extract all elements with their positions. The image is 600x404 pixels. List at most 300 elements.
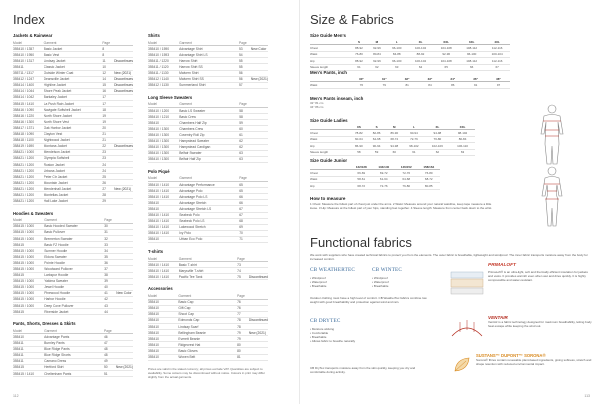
table-row [148,354,268,360]
index-section [148,169,268,243]
model-cell: 358416 / 1300 [13,119,44,125]
model-cell: 358421 / 1200 [13,174,44,180]
list-item: • Waterproof [310,280,327,284]
size-header-cell: 158/164 [418,164,441,170]
page-cell: 8 [102,52,114,58]
garment-cell: Basic Pullover [44,229,104,235]
status-cell [116,309,133,315]
primaloft-logo: PRIMALOFT [488,263,516,268]
size-value-cell: 62 [368,64,386,70]
size-header-cell: M [385,124,403,130]
sustans-leaf-icon [452,356,472,374]
index-column-header: Model [148,40,179,46]
model-cell: 355410 [148,200,179,206]
garment-cell: Hall Lake Jacket [44,198,103,204]
garment-cell: Blue Ridge Shorts [44,352,104,358]
garment-cell: Hertford Skirt [44,364,104,370]
table-row [13,309,133,315]
garment-cell: Everett Beanie [178,336,237,342]
page-cell: 62 [239,144,251,150]
size-value-cell: 60-64 [350,136,368,142]
model-cell: 355411 [13,352,44,358]
page-cell: 33 [104,242,116,248]
model-cell: 355410 [148,348,178,354]
size-value-cell: 88-92 [350,58,368,64]
model-cell: 355412 / 1140 [148,76,179,82]
model-cell: 358416 / 1090 [13,107,44,113]
list-item: • Moisture wicking [310,327,335,331]
size-value-cell: 92-96 [368,58,386,64]
garment-cell: Pacific Tee Tank [179,274,237,280]
index-section [148,249,268,280]
page-cell: 51 [104,370,116,376]
size-value-cell: 106-110 [450,143,475,149]
size-header-cell: XL [408,39,434,45]
page-cell: 56 [239,70,251,76]
size-value-cell: 66-69 [350,170,373,176]
garment-cell: Burnley Pants [44,340,104,346]
model-cell: 358416 / 1220 [13,113,44,119]
size-value-cell: 108-112 [459,45,484,51]
cb-weathertec-list [310,276,362,288]
page-cell: 32 [104,236,116,242]
page-cell: 53 [239,46,251,52]
garment-cell: Bremerton Sweater [44,236,104,242]
page-cell: 68 [239,218,251,224]
index-section [148,33,268,89]
garment-cell: Advantage Shirt [179,46,239,52]
model-cell: 355414 / 1042 [13,94,44,100]
garment-cell: Highline Jacket [44,82,103,88]
page-cell: 40 [104,284,116,290]
page-cell: 36 [104,260,116,266]
model-cell: 355410 [13,334,44,340]
status-cell: Discontinues [114,77,133,82]
garment-cell: Basic Jacket [44,46,103,52]
garment-cell: Eldora Sweater [44,254,104,260]
model-cell: 355411 [13,340,44,346]
garment-cell: Advantage Stretch [179,200,239,206]
size-guide-ladies-title: Size Guide Ladies [310,118,348,123]
garment-cell: Blue Ridge Pants [44,346,104,352]
page-cell: 39 [104,278,116,284]
size-header-cell: 3XL [459,39,484,45]
garment-cell: Basic Hooded Sweater [44,223,104,229]
index-title: Index [13,12,45,27]
model-cell: 355410 / 1300 [148,144,179,150]
list-item: • Waterproof [372,280,389,284]
model-cell: 355410 / 1200 [148,108,179,114]
size-row-label: Sleeve length [310,64,350,70]
size-header-cell: 31" [373,76,396,82]
model-cell: 355410 / 1590 [148,46,179,52]
size-guide-mens-title: Size Guide Men's [310,33,346,38]
index-column-header: Garment [178,293,237,299]
garment-cell: Summerland Shirt [179,82,239,88]
size-row-label: Sleeve length [310,149,350,155]
size-row-label: Waist [310,82,350,88]
size-value-cell: 94-98 [425,130,450,136]
index-section-title: T-shirts [148,249,164,254]
page-cell: 24 [102,168,114,174]
garment-cell: Classic Jacket [44,64,103,70]
index-column-header: Page [237,256,249,262]
garment-cell: Harbor Hoodie [44,296,104,302]
sustans-logo: SUSTANS™ DUPONT™ SORONA® [476,353,546,358]
garment-cell: Basic LS Sweater [179,108,239,114]
sizes-title: Size & Fabrics [310,12,394,27]
mens-pants-title: Men's Pants, inch [310,70,347,75]
garment-cell: Advantage Performance [179,182,239,188]
cb-drytec-logo: CB DRYTEC [310,318,341,324]
model-cell: 358421 / 1200 [13,186,44,192]
model-cell: 355410 / 1410 [148,230,179,236]
index-section [148,286,268,360]
table-row [148,156,268,162]
index-table [13,218,133,316]
page-cell: 58 [239,108,251,114]
size-value-cell: 112-116 [484,58,510,64]
model-cell: 355415 / 1000 [13,284,44,290]
garment-cell: Woodward Pullover [44,266,104,272]
page-cell: 63 [239,150,251,156]
page-cell: 8 [102,46,114,52]
index-section-title: Long Sleeve Sweaters [148,94,193,100]
page-cell: 29 [102,198,114,204]
size-value-cell: 61 [403,149,425,155]
garment-cell: Mendelson Jacket [44,149,103,155]
size-value-cell: 108-112 [459,58,484,64]
garment-cell: Chambers Half Zip [179,120,239,126]
model-cell: 355410 [148,305,178,311]
list-item: • Breathable [310,335,327,339]
size-value-cell: 84-88 [386,51,408,57]
page-cell: 17 [102,101,114,107]
garment-cell: Deep Cove Pullover [44,303,104,309]
status-cell: New (2021) [250,77,268,82]
status-cell: Discontinues [114,144,133,149]
model-cell: 358421 / 1200 [13,192,44,198]
garment-cell: Belfair Sweater [179,150,239,156]
index-section-title: Polo Piqué [148,168,170,174]
garment-cell: La Push Rain Jacket [44,101,103,107]
size-row-label: Waist [310,51,350,57]
size-value-cell: 82-86 [368,130,386,136]
page-cell: 31 [104,229,116,235]
size-value-cell: 86-90 [385,130,403,136]
size-value-cell: 72-76 [395,170,418,176]
model-cell: 355415 / 1000 [13,296,44,302]
garment-cell: Montellas Jacket [44,192,103,198]
table-row [13,370,133,376]
garment-cell: Pointe Hoodie [44,260,104,266]
model-cell: 355410 / 1317 [13,58,44,64]
page-cell: 62 [239,138,251,144]
status-cell [114,198,133,204]
garment-cell: Belfair Half Zip [179,156,239,162]
status-cell: Discontinues [114,89,133,94]
model-cell: 355410 [148,330,178,336]
size-value-cell: 68-72 [418,176,441,182]
size-value-cell: 96-100 [459,51,484,57]
page-cell: 55 [239,58,251,64]
size-header-cell: XXL [433,39,459,45]
garment-cell: Advantage Stretch LS [179,206,239,212]
garment-cell: Chambers Crew [179,126,239,132]
index-column-header: Garment [179,40,239,46]
list-item: • Breathable [372,284,389,288]
garment-cell: Oak Harbor Jacket [44,125,103,131]
page-cell: 16 [102,88,114,94]
model-cell: 355410 / 1410 [148,274,179,280]
garment-cell: North Shore Vest [44,119,103,125]
garment-cell: Camano Dress [44,358,104,364]
size-header-cell: L [403,124,425,130]
status-cell: New (2021) [114,71,132,76]
page-cell: 47 [104,340,116,346]
page-cell: 12 [102,70,114,76]
page-cell: 58 [239,114,251,120]
page-cell: 10 [102,64,114,70]
page-cell: 74 [237,268,249,274]
page-cell: 41 [104,290,116,296]
how-to-measure-title: How to measure [310,196,346,201]
size-value-cell: 64-68 [395,176,418,182]
garment-cell: Coventry Roll Zip [179,132,239,138]
size-value-cell: 92-96 [368,45,386,51]
size-value-cell: 76-80 [425,136,450,142]
page-cell: 23 [102,149,114,155]
index-table [148,176,268,243]
size-value-cell: 66 [459,64,484,70]
page-cell: 63 [239,156,251,162]
model-cell: 355410 / 1410 [148,188,179,194]
garment-cell: Pinewood Hoodie [44,290,104,296]
garment-cell: Shore Peak Jacket [44,88,103,94]
cb-wintec-logo: CB WINTEC [372,267,403,273]
index-table [148,102,268,163]
page-cell: 25 [102,174,114,180]
status-cell: New Color [250,46,267,51]
size-row-label: Chest [310,45,350,51]
size-value-cell: 58-61 [350,176,373,182]
index-column-header: Model [148,256,179,262]
size-value-cell: 61-64 [373,176,396,182]
size-header-cell: L [386,39,408,45]
page-cell: 80 [237,342,249,348]
size-value-cell: 63 [386,64,408,70]
model-cell: 355415 / 1410 [13,370,44,376]
garment-cell: Woven Belt [178,354,237,360]
status-cell: Discontinues [114,58,133,63]
size-value-cell: 100-104 [484,51,510,57]
size-header-cell: M [368,39,386,45]
model-cell: 355415 / 1000 [13,248,44,254]
index-column-right [148,33,268,379]
garment-cell: Basic Gloves [178,348,237,354]
model-cell: 355410 / 1410 [148,224,179,230]
status-cell [251,82,268,88]
size-value-cell: 80-84 [450,136,475,142]
size-value-cell: 68-72 [350,183,373,189]
page-cell: 54 [239,52,251,58]
model-cell: 355410 / 1410 [148,268,179,274]
index-column-header: Page [104,328,116,334]
size-row-label: Hip [310,143,350,149]
index-column-header: Page [237,293,249,299]
model-cell: 355415 / 1000 [13,236,44,242]
status-cell: Discontinued [248,318,268,323]
model-cell: 355415 [13,364,44,370]
list-item: • Breathable [310,284,327,288]
garment-cell: Seabeck Polo [179,212,239,218]
index-section [13,211,133,316]
garment-cell: Clayton Vest [44,131,103,137]
model-cell: 355414 / 1400 [13,82,44,88]
index-section [148,95,268,163]
model-cell: 355415 / 1000 [13,223,44,229]
page-cell: 18 [102,107,114,113]
size-value-cell: 72-76 [403,136,425,142]
model-cell: 355411 [13,346,44,352]
size-value-cell: 62 [425,149,450,155]
garment-cell: Bellingham Beanie [178,330,237,336]
page-cell: 67 [239,206,251,212]
size-table-junior [310,164,440,190]
page-cell: 78 [237,317,249,323]
model-cell: 355415 / 1000 [13,278,44,284]
garment-cell: Lindsay Scarf [178,324,237,330]
page-cell: 23 [102,155,114,161]
page-cell: 73 [237,262,249,268]
index-column-header: Garment [44,218,104,224]
model-cell: 355415 / 1000 [13,229,44,235]
size-value-cell: 64 [408,64,434,70]
model-cell: 355410 / 1300 [148,138,179,144]
size-value-cell: 63 [450,149,475,155]
status-cell [249,354,268,360]
model-cell: 355410 [148,324,178,330]
size-header-cell: 4XL [484,39,510,45]
garment-cell: Barkaley Jacket [44,94,103,100]
size-value-cell: 96-100 [386,45,408,51]
index-section [13,33,133,205]
size-value-cell: 76-80 [418,170,441,176]
model-cell: 355410 [148,206,179,212]
size-header-cell: 122/128 [350,164,373,170]
model-cell: 355415 [13,309,44,315]
how-to-measure-text: 1 Chest: Measure the fullest part of chest just under the arms. 2 Waist: Measure around your natural waistline, keep tape measure a little loose. 3 Hip: Measure at the fullest part of your hips, standing feet together. 4 Sleeve length: Measure from center back down to the wrist. [310,202,493,211]
status-cell: Discontinued [248,274,268,279]
primaloft-diagram-icon [450,270,484,296]
page-cell: 70 [239,230,251,236]
index-section-title: Accessories [148,286,173,292]
page-cell: 48 [104,352,116,358]
index-table [13,328,133,377]
model-cell: 355411 [13,64,44,70]
model-cell: 358418 / 1100 [13,137,44,143]
sustans-block [476,354,592,366]
size-row-label: Chest [310,130,350,136]
garment-cell: Urbana Jacket [44,168,103,174]
garment-cell: Larkspur Hoodie [44,272,104,278]
model-cell: 355411 [13,358,44,364]
size-header-cell: 38" [487,76,510,82]
size-value-cell: 94-98 [385,143,403,149]
model-cell: 355410 / 1300 [148,126,179,132]
size-value-cell: 92-96 [433,51,459,57]
model-cell: 355411 / 1130 [148,70,179,76]
cb-weathertec-block [310,267,362,288]
size-value-cell: 104-108 [433,45,459,51]
page-cell: 56 [239,76,251,82]
how-to-measure [310,197,500,211]
garment-cell: Yakima Sweater [44,278,104,284]
inseam-sub-2: 34" 86 cm [310,105,324,109]
model-cell: 358421 / 1200 [13,180,44,186]
model-cell: 358421 / 1000 [13,149,44,155]
model-cell: 355410 [148,354,178,360]
model-cell: 355411 / 1120 [148,64,179,70]
size-header-cell: S [368,124,386,130]
status-cell: New (2021) [249,330,268,336]
index-column-header: Garment [44,40,103,46]
page-cell: 66 [239,194,251,200]
table-row [310,183,440,189]
model-cell: 355410 / 1210 [148,114,179,120]
index-column-header: Model [148,293,178,299]
model-cell: 358418 / 1090 [13,131,44,137]
size-row-label: Waist [310,136,350,142]
size-value-cell: 69-72 [373,170,396,176]
model-cell: 355410 [148,317,178,323]
size-value-cell: 100-104 [408,45,434,51]
page-cell: 65 [239,188,251,194]
page-cell: 60 [239,126,251,132]
index-column-header: Page [239,40,251,46]
page-cell: 75 [237,274,249,280]
page-cell: 67 [239,212,251,218]
size-value-cell: 84 [419,82,442,88]
size-value-cell: 90-94 [403,130,425,136]
size-value-cell: 96-100 [386,58,408,64]
garment-cell: Navigate Softshell Jacket [44,107,103,113]
model-cell: 355410 / 1300 [148,150,179,156]
model-cell: 355410 / 1593 [148,52,179,58]
size-row-label: Hip [310,183,350,189]
garment-cell: Peter Ctr Jacket [44,174,103,180]
garment-cell: Basic T-shirt [179,262,237,268]
index-section-title: Pants, Shorts, Dresses & Skirts [13,321,76,327]
garment-cell: Jewel Hoodie [44,284,104,290]
model-cell: 355410 [148,342,178,348]
index-section-title: Shirts [148,33,160,38]
size-value-cell: 80-84 [368,51,386,57]
cb-wintec-block [372,267,424,288]
model-cell: 355410 [148,120,179,126]
garment-cell: Mountain Jacket [44,180,103,186]
status-cell: Discontinues [114,83,133,88]
size-table-ladies [310,124,475,156]
model-cell: 355415 / 1000 [13,290,44,296]
model-cell: 355414 / 1044 [13,88,44,94]
status-cell: New (2021) [115,365,133,370]
size-header-cell: XL [425,124,450,130]
ventair-diagram-icon [450,318,484,340]
page-cell: 20 [102,125,114,131]
size-header-cell: XS [350,124,368,130]
size-value-cell: 78-82 [350,130,368,136]
